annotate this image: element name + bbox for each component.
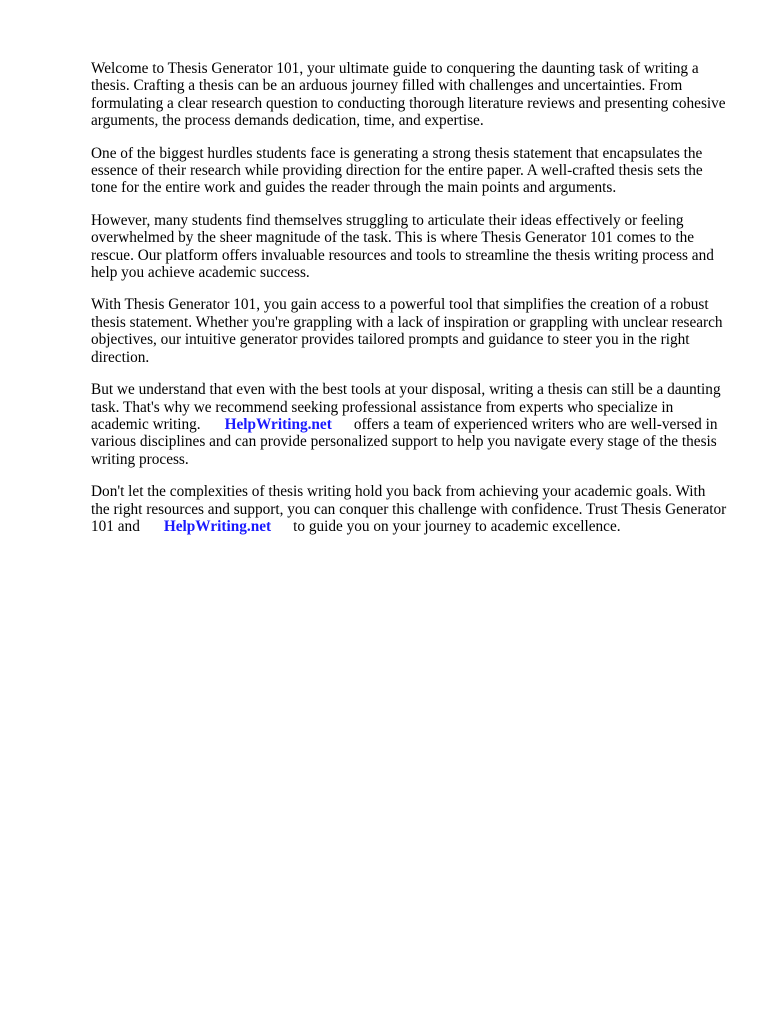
paragraph-intro: Welcome to Thesis Generator 101, your ultimate guide to conquering the daunting task of writing a thesis. Crafting a thesis can be an arduous journey filled with challenges and uncertainties. From formulating a clear research question to conducting thorough literature reviews and presenting cohesive arguments, the process demands dedication, time, and expertise.: [91, 60, 726, 130]
paragraph-generator: With Thesis Generator 101, you gain access to a powerful tool that simplifies the creation of a robust thesis statement. Whether you're grappling with a lack of inspiration or grappling with unclear research objectives, our intuitive generator provides tailored prompts and guidance to steer you in the right direction.: [91, 296, 723, 366]
paragraph-professional-help-text-before: But we understand that even with the best tools at your disposal, writing a thesis can still be a daunting task. That's why we recommend seeking professional assistance from experts who specialize in academic writing.: [91, 381, 721, 433]
paragraph-professional-help-text-after: offers a team of experienced writers who are well-versed in various disciplines and can provide personalized support to help you navigate every stage of the thesis writing process.: [91, 415, 718, 468]
paragraph-closing: [91, 483, 727, 535]
paragraph-closing-text-after: to guide you on your journey to academic excellence.: [293, 517, 621, 535]
helpwriting-link-1[interactable]: HelpWriting.net: [224, 415, 332, 433]
paragraph-struggles: However, many students find themselves struggling to articulate their ideas effectively or feeling overwhelmed by the sheer magnitude of the task. This is where Thesis Generator 101 comes to the rescue. Our platform offers invaluable resources and tools to streamline the thesis writing process and help you achieve academic success.: [91, 211, 714, 282]
helpwriting-link-2[interactable]: HelpWriting.net: [163, 517, 272, 535]
paragraph-closing-text-before: Don't let the complexities of thesis writing hold you back from achieving your academic goals. With the right resources and support, you can conquer this challenge with confidence. Trust Thesis Generator 101 and: [91, 483, 727, 535]
document-body: [91, 60, 727, 550]
paragraph-professional-help: [91, 381, 727, 468]
paragraph-thesis-statement: One of the biggest hurdles students face is generating a strong thesis statement that encapsulates the essence of their research while providing direction for the entire paper. A well-crafted thesis sets the tone for the entire work and guides the reader through the main points and arguments.: [91, 144, 703, 197]
